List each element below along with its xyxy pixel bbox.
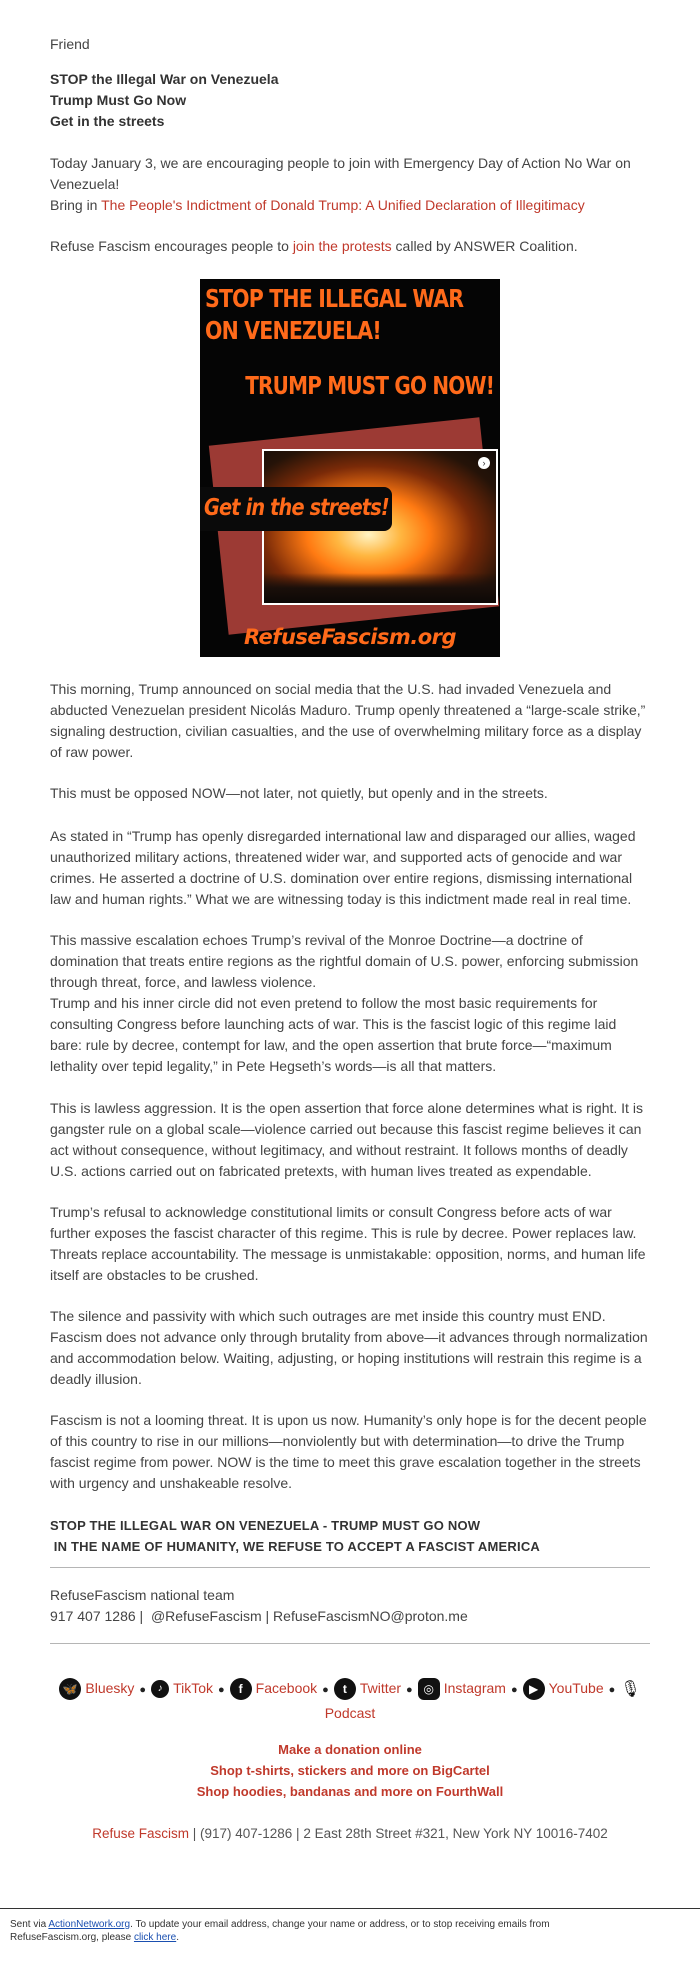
- divider-top: [50, 1567, 650, 1568]
- separator-dot: ●: [608, 1684, 616, 1696]
- city-skyline: [264, 573, 496, 603]
- body-paragraph-9: Fascism is not a looming threat. It is upon us now. Humanity’s only hope is for the decent people of this country to rise in our millions—nonviolently but with determination—to drive the Trump fascist regime from power. NOW is the time to meet this grave escalation together in the streets with urgency and unshakeable resolve.: [50, 1412, 647, 1491]
- address-text: | (917) 407-1286 | 2 East 28th Street #321, New York NY 10016-7402: [188, 1826, 608, 1841]
- bluesky-icon[interactable]: 🦋: [59, 1678, 81, 1700]
- team-name: RefuseFascism national team: [50, 1587, 235, 1603]
- microphone-icon[interactable]: 🎙: [620, 1680, 641, 1698]
- hero-title-line-2: ON VENEZUELA!: [205, 316, 381, 345]
- youtube-icon[interactable]: ▶: [523, 1678, 545, 1700]
- contact-line: 917 407 1286 | @RefuseFascism | RefuseFascismNO@proton.me: [50, 1608, 468, 1624]
- body-paragraph-7: Trump’s refusal to acknowledge constitutional limits or consult Congress before acts of war further exposes the fascist character of this regime. This is rule by decree. Power replaces law. Threats replace accountability. The message is unmistakable: opposition, norms, and human life itself are obstacles to be crushed.: [50, 1204, 646, 1283]
- divider-bottom: [50, 1643, 650, 1644]
- hero-title-line-1: STOP THE ILLEGAL WAR: [205, 284, 464, 313]
- hero-title: [205, 283, 463, 347]
- headline-2: Trump Must Go Now: [50, 92, 187, 108]
- unsubscribe-link[interactable]: click here: [133, 1932, 177, 1943]
- hero-trump-go: TRUMP MUST GO NOW!: [245, 371, 494, 400]
- bluesky-link[interactable]: Bluesky: [85, 1680, 135, 1696]
- hero-image[interactable]: [200, 279, 500, 657]
- youtube-link[interactable]: YouTube: [548, 1680, 604, 1696]
- closing-line-2: IN THE NAME OF HUMANITY, WE REFUSE TO ACCEPT A FASCIST AMERICA: [50, 1539, 541, 1554]
- intro-paragraph: [50, 153, 650, 216]
- separator-dot: ●: [218, 1684, 225, 1696]
- actionnetwork-link[interactable]: ActionNetwork.org: [48, 1919, 131, 1930]
- org-address: [0, 1826, 700, 1841]
- donate-links: [0, 1739, 700, 1802]
- hero-streets: Get in the streets!: [204, 495, 389, 521]
- greeting: Friend: [50, 36, 90, 52]
- body-paragraph-2: This must be opposed NOW—not later, not quietly, but openly and in the streets.: [50, 785, 548, 801]
- footer-divider: [0, 1908, 700, 1909]
- social-links: [40, 1677, 660, 1725]
- body-paragraph-5: Trump and his inner circle did not even pretend to follow the most basic requirements for consulting Congress before launching acts of war. This is the fascist logic of this regime laid bare: rule by decree, contempt for law, and the open assertion that brute force—“maximum lethality over tepid legality,” in Pete Hegseth’s words—is all that matters.: [50, 995, 617, 1074]
- twitter-link[interactable]: Twitter: [359, 1680, 402, 1696]
- hero-url: RefuseFascism.org: [243, 625, 457, 649]
- indictment-link[interactable]: The People's Indictment of Donald Trump: A Unified Declaration of Illegitimacy: [101, 197, 585, 213]
- closing-call: [50, 1515, 650, 1557]
- fourthwall-link[interactable]: Shop hoodies, bandanas and more on FourthWall: [196, 1784, 504, 1799]
- email-footer: [10, 1918, 630, 1944]
- footer-middle: . To update your email address, change your name or address, or to stop receiving emails from RefuseFascism.org, please: [10, 1919, 550, 1943]
- instagram-link[interactable]: Instagram: [443, 1680, 506, 1696]
- twitter-icon[interactable]: t: [334, 1678, 356, 1700]
- headline-1: STOP the Illegal War on Venezuela: [50, 71, 279, 87]
- body-paragraph-6: This is lawless aggression. It is the open assertion that force alone determines what is right. It is gangster rule on a global scale—violence carried out because this fascist regime believes it can act without consequence, without legitimacy, and without restraint. It follows months of deadly U.S. actions carried out on fabricated pretexts, with human lives treated as expendable.: [50, 1100, 643, 1179]
- rf-suffix: called by ANSWER Coalition.: [391, 238, 578, 254]
- facebook-link[interactable]: Facebook: [255, 1680, 318, 1696]
- bigcartel-link[interactable]: Shop t-shirts, stickers and more on BigCartel: [210, 1763, 490, 1778]
- refuse-fascism-link[interactable]: Refuse Fascism: [92, 1826, 189, 1841]
- footer-end: .: [176, 1932, 179, 1943]
- bring-prefix: Bring in: [50, 197, 102, 213]
- instagram-icon[interactable]: ◎: [418, 1678, 440, 1700]
- tiktok-icon[interactable]: ♪: [151, 1680, 169, 1698]
- separator-dot: ●: [139, 1684, 147, 1696]
- facebook-icon[interactable]: f: [230, 1678, 252, 1700]
- closing-line-1: STOP THE ILLEGAL WAR ON VENEZUELA - TRUMP MUST GO NOW: [50, 1518, 481, 1533]
- refuse-fascism-paragraph: [50, 236, 650, 257]
- separator-dot: ●: [510, 1684, 518, 1696]
- body-paragraph-3: As stated in “Trump has openly disregarded international law and disparaged our allies, waged unauthorized military actions, threatened wider war, and supported acts of genocide and war crimes. He asserted a doctrine of U.S. domination over entire regions, dismissing international law and human rights.” What we are witnessing today is this indictment made real in real time.: [50, 828, 636, 907]
- join-protests-link[interactable]: join the protests: [292, 238, 392, 254]
- body-paragraph-1: This morning, Trump announced on social media that the U.S. had invaded Venezuela and abducted Venezuelan president Nicolás Maduro. Trump openly threatened a “large-scale strike,” signaling destruction, civilian casualties, and the use of overwhelming military force as a display of raw power.: [50, 681, 646, 760]
- footer-prefix: Sent via: [10, 1919, 49, 1930]
- next-arrow-icon: ›: [478, 457, 490, 469]
- tiktok-link[interactable]: TikTok: [173, 1680, 214, 1696]
- donate-online-link[interactable]: Make a donation online: [278, 1742, 422, 1757]
- headline-3: Get in the streets: [50, 113, 165, 129]
- body-paragraph-4: This massive escalation echoes Trump’s revival of the Monroe Doctrine—a doctrine of domination that treats entire regions as the rightful domain of U.S. power, enforcing submission through threat, force, and lawless violence.: [50, 932, 639, 990]
- intro-line: Today January 3, we are encouraging people to join with Emergency Day of Action No War on Venezuela!: [50, 155, 631, 192]
- podcast-link[interactable]: Podcast: [324, 1705, 376, 1721]
- body-paragraph-8: The silence and passivity with which such outrages are met inside this country must END. Fascism does not advance only through brutality from above—it advances through normalization and accommodation below. Waiting, adjusting, or hoping institutions will restrain this regime is a deadly illusion.: [50, 1308, 648, 1387]
- separator-dot: ●: [406, 1684, 413, 1696]
- rf-prefix: Refuse Fascism encourages people to: [50, 238, 293, 254]
- separator-dot: ●: [322, 1684, 329, 1696]
